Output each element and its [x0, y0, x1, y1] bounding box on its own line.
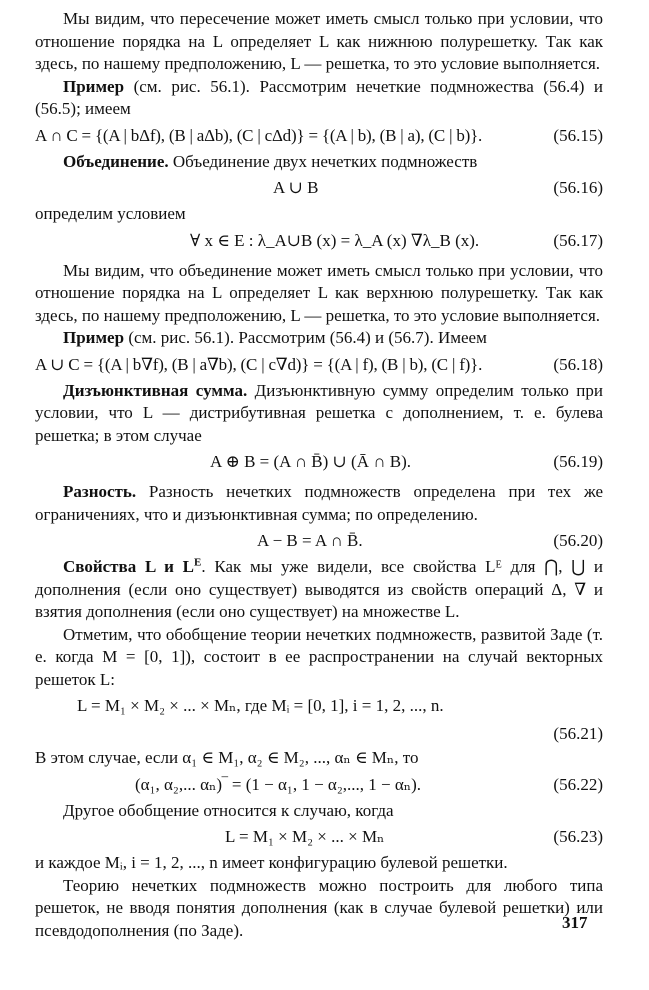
formula-56-16: [35, 173, 603, 203]
formula-expression: A ⊕ B = (A ∩ B̄) ∪ (Ā ∩ B).: [210, 452, 411, 471]
paragraph-example-2: [35, 327, 603, 350]
example-text: (см. рис. 56.1). Рассмотрим нечеткие подмножества (56.4) и (56.5); имеем: [35, 76, 603, 118]
section-label-properties: Свойства L и L: [63, 557, 195, 576]
equation-number: (56.20): [553, 531, 603, 550]
paragraph-in-this-case: В этом случае, если α₁ ∈ M₁, α₂ ∈ M₂, ..., αₙ ∈ Mₙ, то: [35, 748, 419, 767]
equation-number: (56.23): [553, 827, 603, 846]
formula-expression: A ∩ C = {(A | bΔf), (B | aΔb), (C | cΔd)} = {(A | b), (B | a), (C | b)}.: [35, 125, 483, 145]
paragraph-union-heading: [35, 151, 603, 174]
example-label: Пример: [63, 328, 125, 347]
formula-56-21: [35, 691, 603, 721]
section-label-union: Объединение.: [63, 151, 169, 171]
example-label: Пример: [63, 76, 125, 96]
paragraph-union-remark: Мы видим, что объединение может иметь смысл только при условии, что отношение порядка на L определяет L как верхнюю полурешетку. Так как здесь, по нашему предположению, L — решетка, то это условие выполняется.: [35, 260, 603, 325]
equation-number: (56.16): [553, 178, 603, 197]
formula-expression: A ∪ B: [273, 178, 319, 197]
example-text: (см. рис. 56.1). Рассмотрим (56.4) и (56.7). Имеем: [128, 328, 487, 347]
formula-expression: (α₁, α₂,... αₙ)‾ = (1 − α₁, 1 − α₂,..., 1 − αₙ).: [135, 774, 422, 794]
formula-56-15: [35, 121, 603, 151]
disjunctive-sum-text: Дизъюнктивную сумму определим только при условии, что L — дистрибутивная решетка с дополнением, т. е. булева решетка; в этом случае: [35, 380, 604, 445]
page-body: [35, 8, 603, 942]
formula-expression: A − B = A ∩ B̄.: [257, 531, 363, 550]
formula-56-22: [35, 770, 603, 800]
formula-expression: L = M₁ × M₂ × ... × Mₙ: [225, 827, 385, 846]
equation-number: (56.18): [553, 354, 603, 374]
paragraph-each-boolean: и каждое Mᵢ, i = 1, 2, ..., n имеет конфигурацию булевой решетки.: [35, 853, 508, 872]
formula-expression: L = M₁ × M₂ × ... × Mₙ, где Mᵢ = [0, 1], i = 1, 2, ..., n.: [77, 696, 444, 715]
formula-56-17: [35, 226, 603, 256]
paragraph-example-1: [35, 76, 603, 121]
union-intro-text: Объединение двух нечетких подмножеств: [172, 151, 478, 171]
paragraph-properties: [35, 556, 603, 624]
equation-number: (56.19): [553, 452, 603, 471]
formula-56-19: [35, 447, 603, 477]
section-label-disjunctive-sum: Дизъюнктивная сумма.: [63, 380, 248, 400]
equation-number: (56.15): [553, 125, 603, 145]
page-number: 317: [562, 913, 588, 932]
superscript-e: E: [194, 556, 202, 569]
difference-text: Разность нечетких подмножеств определена при тех же ограничениях, что и дизъюнктивная сумма; по определению.: [35, 482, 604, 524]
formula-expression: A ∪ C = {(A | b∇f), (B | a∇b), (C | c∇d)} = {(A | f), (B | b), (C | f)}.: [35, 354, 483, 374]
paragraph-define-condition: определим условием: [35, 204, 186, 223]
paragraph-difference: [35, 481, 603, 526]
equation-number: (56.17): [553, 230, 603, 250]
formula-expression: ∀ x ∈ E : λ_A∪B (x) = λ_A (x) ∇λ_B (x).: [190, 230, 480, 250]
properties-text: . Как мы уже видели, все свойства Lᴱ для ⋂, ⋃ и дополнения (если оно существует) выводятся из свойств операций Δ, ∇ и взятия дополнения (если оно существует) на множестве L.: [35, 557, 604, 621]
paragraph-intersection-remark: Мы видим, что пересечение может иметь смысл только при условии, что отношение порядка на L определяет L как нижнюю полурешетку. Так как здесь, по нашему предположению, L — решетка, то это условие выполняется.: [35, 9, 603, 73]
formula-56-20: [35, 526, 603, 556]
formula-56-18: [35, 350, 603, 380]
paragraph-final: Теорию нечетких подмножеств можно построить для любого типа решеток, не вводя понятия дополнения (как в случае булевой решетки) или псевдодополнения (по Заде).: [35, 875, 603, 940]
paragraph-other-generalization: Другое обобщение относится к случаю, когда: [63, 800, 394, 820]
paragraph-zadeh-generalization: Отметим, что обобщение теории нечетких подмножеств, развитой Заде (т. е. когда M = [0, 1]), состоит в ее распространении на случай векторных решеток L:: [35, 624, 603, 689]
formula-56-23: [35, 822, 603, 852]
section-label-difference: Разность.: [63, 482, 137, 501]
equation-number: (56.22): [553, 774, 603, 794]
equation-number-56-21: (56.21): [553, 724, 603, 743]
paragraph-disjunctive-sum: [35, 380, 603, 448]
